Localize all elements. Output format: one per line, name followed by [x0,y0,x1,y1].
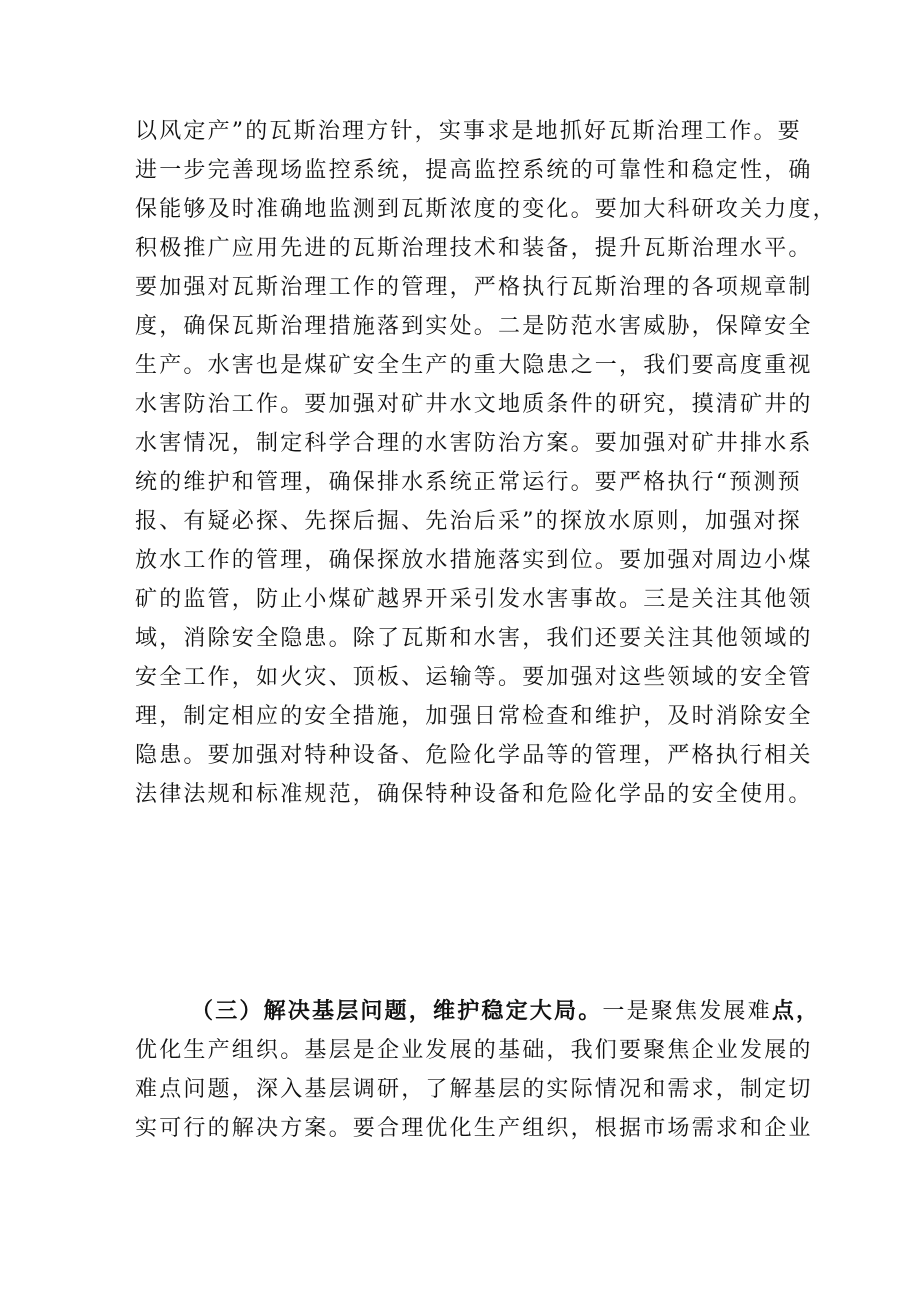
text-line: 实可行的解决方案。要合理优化生产组织，根据市场需求和企业 [135,1116,813,1141]
section-heading: （三）解决基层问题，维护稳定大局。 [191,998,603,1024]
text-line: 难点问题，深入基层调研，了解基层的实际情况和需求，制定切 [135,1077,813,1102]
text-line: 进一步完善现场监控系统，提高监控系统的可靠性和稳定性，确 [135,158,813,183]
text-line: 放水工作的管理，确保探放水措施落实到位。要加强对周边小煤 [135,548,813,573]
text-line: 理，制定相应的安全措施，加强日常检查和维护，及时消除安全 [135,704,813,729]
text-line: 统的维护和管理，确保排水系统正常运行。要严格执行“预测预 [135,470,802,495]
text-line: 积极推广应用先进的瓦斯治理技术和装备，提升瓦斯治理水平。 [135,236,813,261]
text-line: 要加强对瓦斯治理工作的管理，严格执行瓦斯治理的各项规章制 [135,275,813,300]
text-line: 保能够及时准确地监测到瓦斯浓度的变化。要加大科研攻关力度， [135,197,837,222]
text-line: 水害情况，制定科学合理的水害防治方案。要加强对矿井排水系 [135,431,813,456]
text-line [135,992,821,1031]
text-line: 优化生产组织。基层是企业发展的基础，我们要聚焦企业发展的 [135,1038,813,1063]
text-line: 安全工作，如火灾、顶板、运输等。要加强对这些领域的安全管 [135,665,813,690]
text-line: 矿的监管，防止小煤矿越界开采引发水害事故。三是关注其他领 [135,587,813,612]
text-line: 域，消除安全隐患。除了瓦斯和水害，我们还要关注其他领域的 [135,626,813,651]
text-line: 法律法规和标准规范，确保特种设备和危险化学品的安全使用。 [135,782,813,807]
text-line: 生产。水害也是煤矿安全生产的重大隐患之一，我们要高度重视 [135,353,813,378]
text-line: 以风定产”的瓦斯治理方针，实事求是地抓好瓦斯治理工作。要 [135,119,802,144]
heading-continuation: 一是聚焦发展难 [602,999,772,1024]
paragraph-gas-water-safety [135,112,837,814]
text-line: 隐患。要加强对特种设备、危险化学品等的管理，严格执行相关 [135,743,813,768]
heading-continuation-bold: 点， [771,998,821,1024]
text-line: 度，确保瓦斯治理措施落到实处。二是防范水害威胁，保障安全 [135,314,813,339]
paragraph-grassroots-issues [135,992,821,1148]
text-line: 水害防治工作。要加强对矿井水文地质条件的研究，摸清矿井的 [135,392,813,417]
text-line: 报、有疑必探、先探后掘、先治后采”的探放水原则，加强对探 [135,509,802,534]
